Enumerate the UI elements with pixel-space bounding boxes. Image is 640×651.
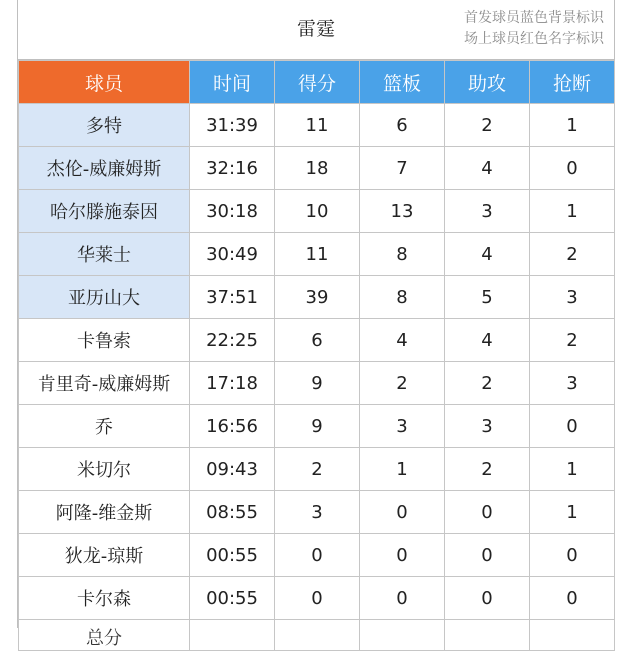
column-header-rebounds: 篮板: [360, 61, 445, 104]
cell-steals: 0: [530, 405, 615, 448]
cell-player: 杰伦-威廉姆斯: [19, 147, 190, 190]
cell-empty: [190, 620, 275, 651]
cell-empty: [530, 620, 615, 651]
cell-player: 卡鲁索: [19, 319, 190, 362]
cell-points: 10: [275, 190, 360, 233]
cell-rebounds: 13: [360, 190, 445, 233]
cell-assists: 0: [445, 491, 530, 534]
cell-rebounds: 0: [360, 491, 445, 534]
cell-points: 9: [275, 362, 360, 405]
column-header-assists: 助攻: [445, 61, 530, 104]
header-row: [19, 61, 615, 104]
legend-note: [464, 8, 604, 50]
cell-time: 17:18: [190, 362, 275, 405]
cell-steals: 3: [530, 362, 615, 405]
cell-time: 09:43: [190, 448, 275, 491]
cell-player: 狄龙-琼斯: [19, 534, 190, 577]
cell-time: 16:56: [190, 405, 275, 448]
cell-points: 0: [275, 534, 360, 577]
cell-rebounds: 2: [360, 362, 445, 405]
cell-steals: 0: [530, 147, 615, 190]
table-body: [19, 104, 615, 651]
cell-steals: 2: [530, 319, 615, 362]
cell-assists: 3: [445, 190, 530, 233]
column-header-points: 得分: [275, 61, 360, 104]
cell-time: 37:51: [190, 276, 275, 319]
table-row: [19, 362, 615, 405]
cell-empty: [360, 620, 445, 651]
cell-player: 米切尔: [19, 448, 190, 491]
cell-rebounds: 8: [360, 276, 445, 319]
cell-time: 30:18: [190, 190, 275, 233]
table-row: [19, 147, 615, 190]
table-row: [19, 319, 615, 362]
cell-rebounds: 1: [360, 448, 445, 491]
cell-steals: 1: [530, 491, 615, 534]
table-row: [19, 405, 615, 448]
cell-points: 9: [275, 405, 360, 448]
table-row: [19, 104, 615, 147]
box-score-table: [18, 60, 615, 651]
cell-time: 32:16: [190, 147, 275, 190]
cell-time: 30:49: [190, 233, 275, 276]
cell-points: 11: [275, 104, 360, 147]
cell-time: 08:55: [190, 491, 275, 534]
cell-points: 0: [275, 577, 360, 620]
table-row: [19, 577, 615, 620]
cell-points: 3: [275, 491, 360, 534]
cell-player: 华莱士: [19, 233, 190, 276]
cell-rebounds: 3: [360, 405, 445, 448]
table-row: [19, 448, 615, 491]
column-header-steals: 抢断: [530, 61, 615, 104]
cell-empty: [445, 620, 530, 651]
partial-row-label-cell: [19, 620, 190, 651]
legend-starter-note: 首发球员蓝色背景标识: [464, 10, 604, 26]
table-row: [19, 190, 615, 233]
cell-time: 31:39: [190, 104, 275, 147]
cell-steals: 1: [530, 190, 615, 233]
cell-time: 22:25: [190, 319, 275, 362]
cell-player: 哈尔滕施泰因: [19, 190, 190, 233]
cell-rebounds: 0: [360, 577, 445, 620]
cell-points: 39: [275, 276, 360, 319]
column-header-time: 时间: [190, 61, 275, 104]
cell-assists: 4: [445, 233, 530, 276]
cell-player: 乔: [19, 405, 190, 448]
cell-empty: [275, 620, 360, 651]
table-row-partial: [19, 620, 615, 651]
cell-player: 肯里奇-威廉姆斯: [19, 362, 190, 405]
cell-steals: 1: [530, 448, 615, 491]
cell-assists: 4: [445, 147, 530, 190]
cell-rebounds: 7: [360, 147, 445, 190]
cell-steals: 2: [530, 233, 615, 276]
title-area: [18, 0, 614, 60]
cell-assists: 5: [445, 276, 530, 319]
cell-assists: 0: [445, 577, 530, 620]
cell-player: 卡尔森: [19, 577, 190, 620]
table-row: [19, 534, 615, 577]
team-name: 雷霆: [296, 18, 335, 40]
cell-player: 多特: [19, 104, 190, 147]
cell-points: 18: [275, 147, 360, 190]
cell-time: 00:55: [190, 577, 275, 620]
cell-assists: 2: [445, 104, 530, 147]
cell-steals: 0: [530, 534, 615, 577]
column-header-player: 球员: [19, 61, 190, 104]
cell-assists: 2: [445, 362, 530, 405]
cell-player: 阿隆-维金斯: [19, 491, 190, 534]
cell-points: 11: [275, 233, 360, 276]
partial-row-label: 总分: [86, 628, 122, 649]
cell-assists: 3: [445, 405, 530, 448]
cell-rebounds: 4: [360, 319, 445, 362]
cell-assists: 2: [445, 448, 530, 491]
table-row: [19, 233, 615, 276]
cell-rebounds: 0: [360, 534, 445, 577]
cell-player: 亚历山大: [19, 276, 190, 319]
table-row: [19, 491, 615, 534]
cell-points: 2: [275, 448, 360, 491]
cell-assists: 0: [445, 534, 530, 577]
cell-time: 00:55: [190, 534, 275, 577]
legend-oncourt-note: 场上球员红色名字标识: [464, 31, 604, 47]
cell-steals: 0: [530, 577, 615, 620]
box-score-frame: [17, 0, 615, 649]
cell-assists: 4: [445, 319, 530, 362]
cell-rebounds: 8: [360, 233, 445, 276]
cell-rebounds: 6: [360, 104, 445, 147]
cell-steals: 3: [530, 276, 615, 319]
cell-steals: 1: [530, 104, 615, 147]
cell-points: 6: [275, 319, 360, 362]
table-row: [19, 276, 615, 319]
